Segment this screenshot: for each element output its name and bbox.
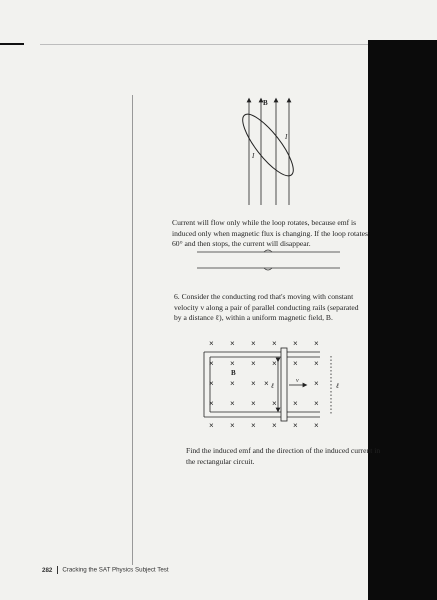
svg-text:×: × <box>272 359 277 368</box>
svg-text:×: × <box>209 339 214 348</box>
question-paragraph: Find the induced emf and the direction of the induced current in the rectangular circuit. <box>186 446 381 466</box>
page-footer <box>42 566 169 574</box>
svg-text:×: × <box>230 379 235 388</box>
svg-text:×: × <box>272 339 277 348</box>
svg-text:×: × <box>251 359 256 368</box>
current-label: I <box>252 152 255 160</box>
footer-divider <box>57 566 58 574</box>
length-label: ℓ <box>336 382 339 390</box>
svg-text:×: × <box>251 399 256 408</box>
svg-text:×: × <box>272 421 277 430</box>
svg-text:×: × <box>230 421 235 430</box>
svg-text:×: × <box>314 399 319 408</box>
svg-text:×: × <box>314 421 319 430</box>
svg-text:×: × <box>272 399 277 408</box>
svg-text:×: × <box>314 379 319 388</box>
current-label: I <box>285 133 288 141</box>
svg-text:×: × <box>293 359 298 368</box>
conducting-rod <box>281 348 287 421</box>
svg-text:×: × <box>314 359 319 368</box>
page-number: 282 <box>42 566 53 574</box>
svg-text:×: × <box>209 421 214 430</box>
svg-text:×: × <box>293 339 298 348</box>
length-label: ℓ <box>271 382 274 390</box>
svg-text:×: × <box>264 379 269 388</box>
svg-text:×: × <box>230 339 235 348</box>
field-label: B <box>263 99 268 107</box>
book-title: Cracking the SAT Physics Subject Test <box>62 566 169 574</box>
field-label: B <box>231 369 236 377</box>
problem-number: 6. <box>174 292 180 301</box>
velocity-label: v <box>296 378 299 384</box>
svg-text:×: × <box>314 339 319 348</box>
svg-text:×: × <box>293 421 298 430</box>
svg-text:×: × <box>209 399 214 408</box>
svg-text:×: × <box>230 399 235 408</box>
svg-text:×: × <box>209 379 214 388</box>
problem-text: Consider the conducting rod that's moving with constant velocity v along a pair of parallel conducting rails (separated by a distance ℓ), within a uniform magnetic field, B. <box>174 292 359 322</box>
explanation-paragraph: Current will flow only while the loop rotates, because emf is induced only when magnetic flux is changing. If the loop rotates 60° and then stops, the current will disappear. <box>172 218 368 248</box>
svg-text:×: × <box>251 379 256 388</box>
svg-text:×: × <box>230 359 235 368</box>
svg-text:×: × <box>209 359 214 368</box>
field-crosses <box>209 339 319 430</box>
svg-text:×: × <box>293 399 298 408</box>
svg-text:×: × <box>251 339 256 348</box>
svg-text:×: × <box>251 421 256 430</box>
